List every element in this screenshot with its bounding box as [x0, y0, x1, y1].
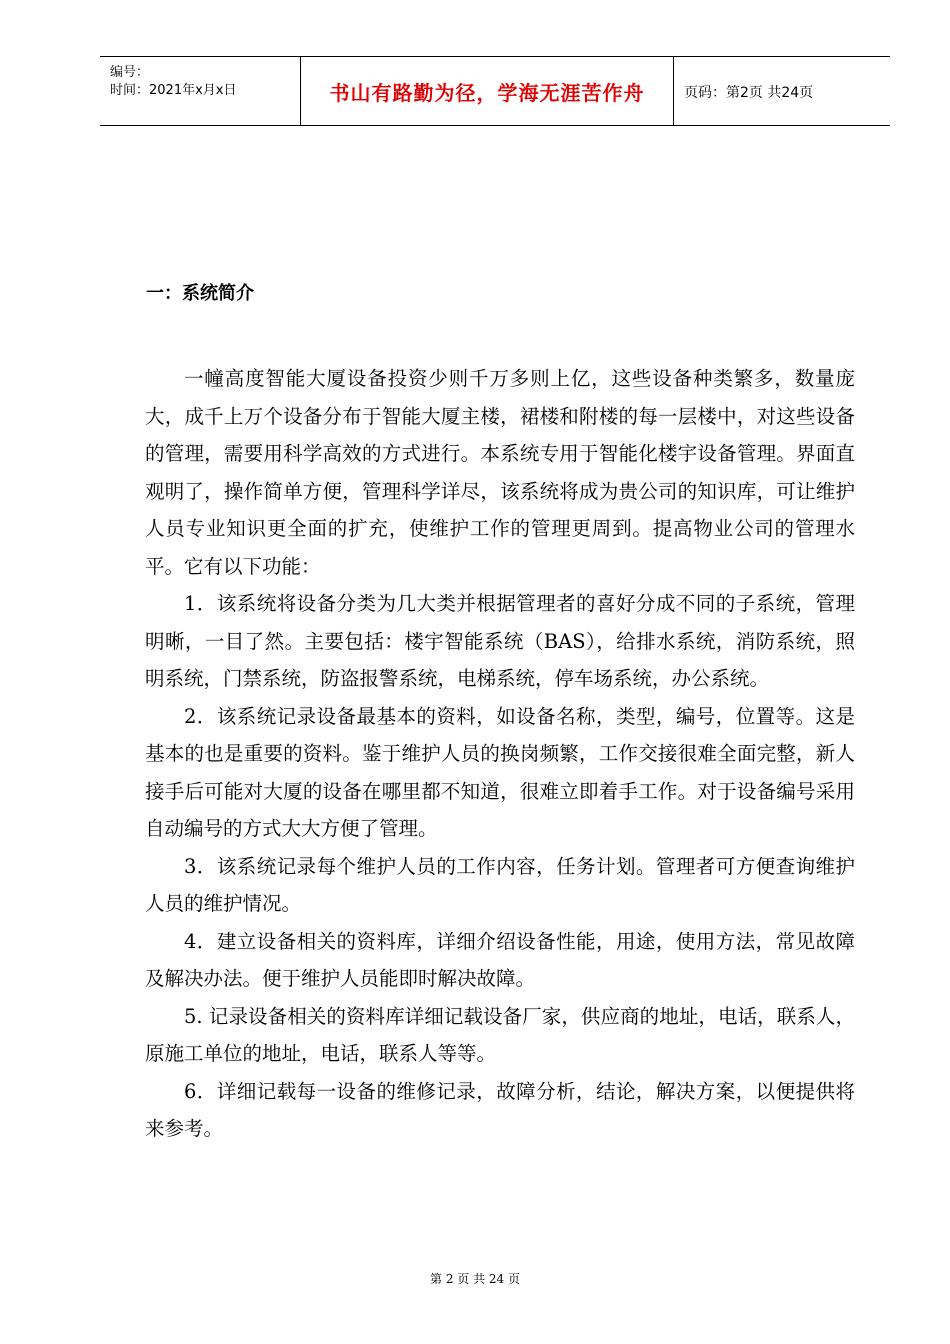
header-motto: 书山有路勤为径，学海无涯苦作舟	[329, 81, 645, 105]
feature-paragraph-4: 4．建立设备相关的资料库，详细介绍设备性能，用途，使用方法，常见故障及解决办法。便于维护人员能即时解决故障。	[145, 929, 855, 990]
section-body	[145, 360, 855, 1148]
intro-paragraph: 一幢高度智能大厦设备投资少则千万多则上亿，这些设备种类繁多，数量庞大，成千上万个设备分布于智能大厦主楼，裙楼和附楼的每一层楼中，对这些设备的管理，需要用科学高效的方式进行。本系统专用于智能化楼宇设备管理。界面直观明了，操作简单方便，管理科学详尽，该系统将成为贵公司的知识库，可让维护人员专业知识更全面的扩充，使维护工作的管理更周到。提高物业公司的管理水平。它有以下功能：	[145, 367, 855, 578]
feature-paragraph-6: 6．详细记载每一设备的维修记录，故障分析，结论，解决方案，以便提供将来参考。	[145, 1079, 855, 1140]
date-label: 时间：2021年x月x日	[110, 83, 237, 98]
feature-paragraph-2: 2．该系统记录设备最基本的资料，如设备名称，类型，编号，位置等。这是基本的也是重要的资料。鉴于维护人员的换岗频繁，工作交接很难全面完整，新人接手后可能对大厦的设备在哪里都不知道，很难立即着手工作。对于设备编号采用自动编号的方式大大方便了管理。	[145, 704, 855, 840]
header-motto-cell	[301, 57, 674, 125]
page-footer: 第 2 页 共 24 页	[430, 1272, 520, 1286]
feature-paragraph-1: 1．该系统将设备分类为几大类并根据管理者的喜好分成不同的子系统，管理明晰，一目了然。主要包括：楼宇智能系统（BAS），给排水系统，消防系统，照明系统，门禁系统，防盗报警系统，电梯系统，停车场系统，办公系统。	[145, 592, 855, 690]
feature-paragraph-5: 5. 记录设备相关的资料库详细记载设备厂家，供应商的地址，电话，联系人，原施工单位的地址，电话，联系人等等。	[145, 1004, 855, 1065]
section-title: 一：系统简介	[146, 283, 254, 304]
feature-paragraph-3: 3．该系统记录每个维护人员的工作内容，任务计划。管理者可方便查询维护人员的维护情况。	[145, 854, 855, 915]
header-meta-cell	[100, 57, 301, 125]
header-page-cell	[674, 57, 890, 125]
header-page-info: 页码：第2页 共24页	[684, 85, 814, 101]
page-header	[100, 56, 890, 126]
serial-number-label: 编号：	[110, 65, 150, 80]
